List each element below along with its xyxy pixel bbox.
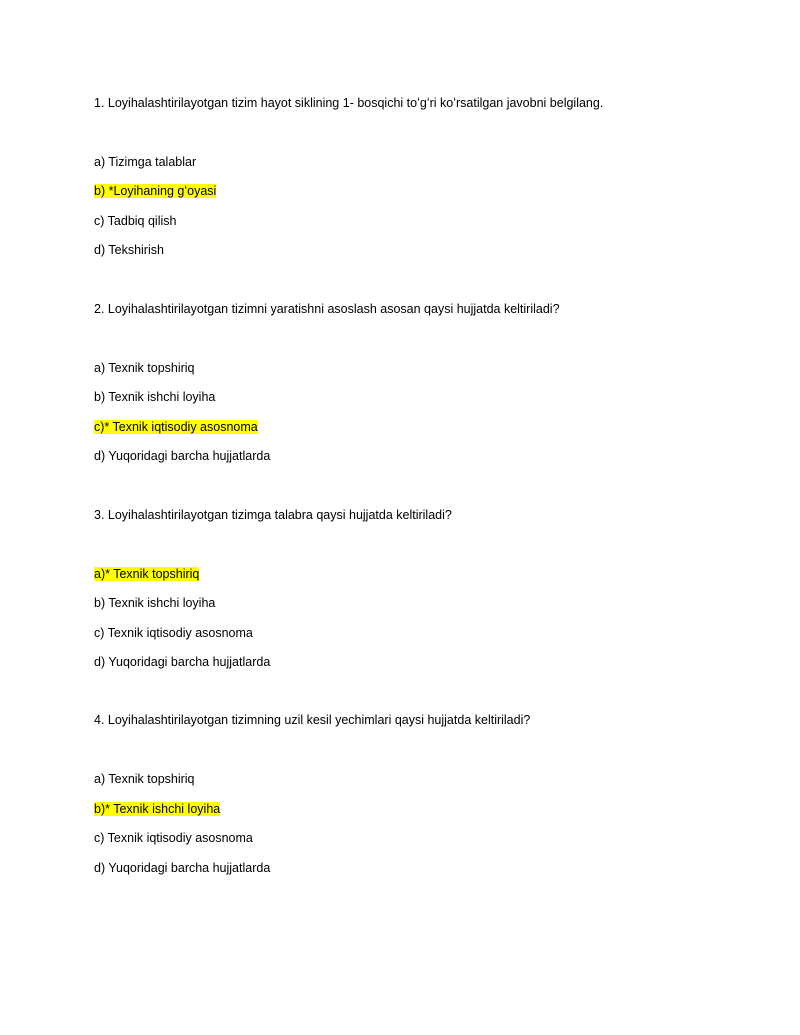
- question-3-option-a-wrapper: [94, 566, 199, 582]
- question-2-option-c-highlighted-answer: c)* Texnik iqtisodiy asosnoma: [94, 420, 258, 434]
- question-2-text: 2. Loyihalashtirilayotgan tizimni yaratishni asoslash asosan qaysi hujjatda keltiriladi?: [94, 302, 560, 316]
- question-2-option-b: b) Texnik ishchi loyiha: [94, 390, 216, 404]
- question-4-option-d: d) Yuqoridagi barcha hujjatlarda: [94, 861, 271, 875]
- question-4-option-b-highlighted-answer: b)* Texnik ishchi loyiha: [94, 802, 221, 816]
- question-1-text: 1. Loyihalashtirilayotgan tizim hayot siklining 1- bosqichi toʻgʻri koʻrsatilgan javobni belgilang.: [94, 96, 604, 110]
- question-2-option-c-wrapper: [94, 419, 258, 435]
- question-4-text: 4. Loyihalashtirilayotgan tizimning uzil kesil yechimlari qaysi hujjatda keltiriladi?: [94, 713, 531, 727]
- question-1-option-d: d) Tekshirish: [94, 243, 164, 257]
- question-4-option-b-wrapper: [94, 801, 220, 817]
- question-1-option-b-wrapper: [94, 183, 216, 199]
- question-1-option-a: a) Tizimga talablar: [94, 155, 197, 169]
- question-2-option-d: d) Yuqoridagi barcha hujjatlarda: [94, 449, 271, 463]
- question-4-option-c: c) Texnik iqtisodiy asosnoma: [94, 831, 253, 845]
- question-1-option-c: c) Tadbiq qilish: [94, 214, 177, 228]
- question-2-option-a: a) Texnik topshiriq: [94, 361, 195, 375]
- question-3-option-a-highlighted-answer: a)* Texnik topshiriq: [94, 567, 200, 581]
- question-1-option-b-highlighted-answer: b) *Loyihaning gʻoyasi: [94, 184, 217, 198]
- question-3-option-c: c) Texnik iqtisodiy asosnoma: [94, 626, 253, 640]
- question-3-option-d: d) Yuqoridagi barcha hujjatlarda: [94, 655, 271, 669]
- question-3-option-b: b) Texnik ishchi loyiha: [94, 596, 216, 610]
- question-3-text: 3. Loyihalashtirilayotgan tizimga talabra qaysi hujjatda keltiriladi?: [94, 508, 452, 522]
- question-4-option-a: a) Texnik topshiriq: [94, 772, 195, 786]
